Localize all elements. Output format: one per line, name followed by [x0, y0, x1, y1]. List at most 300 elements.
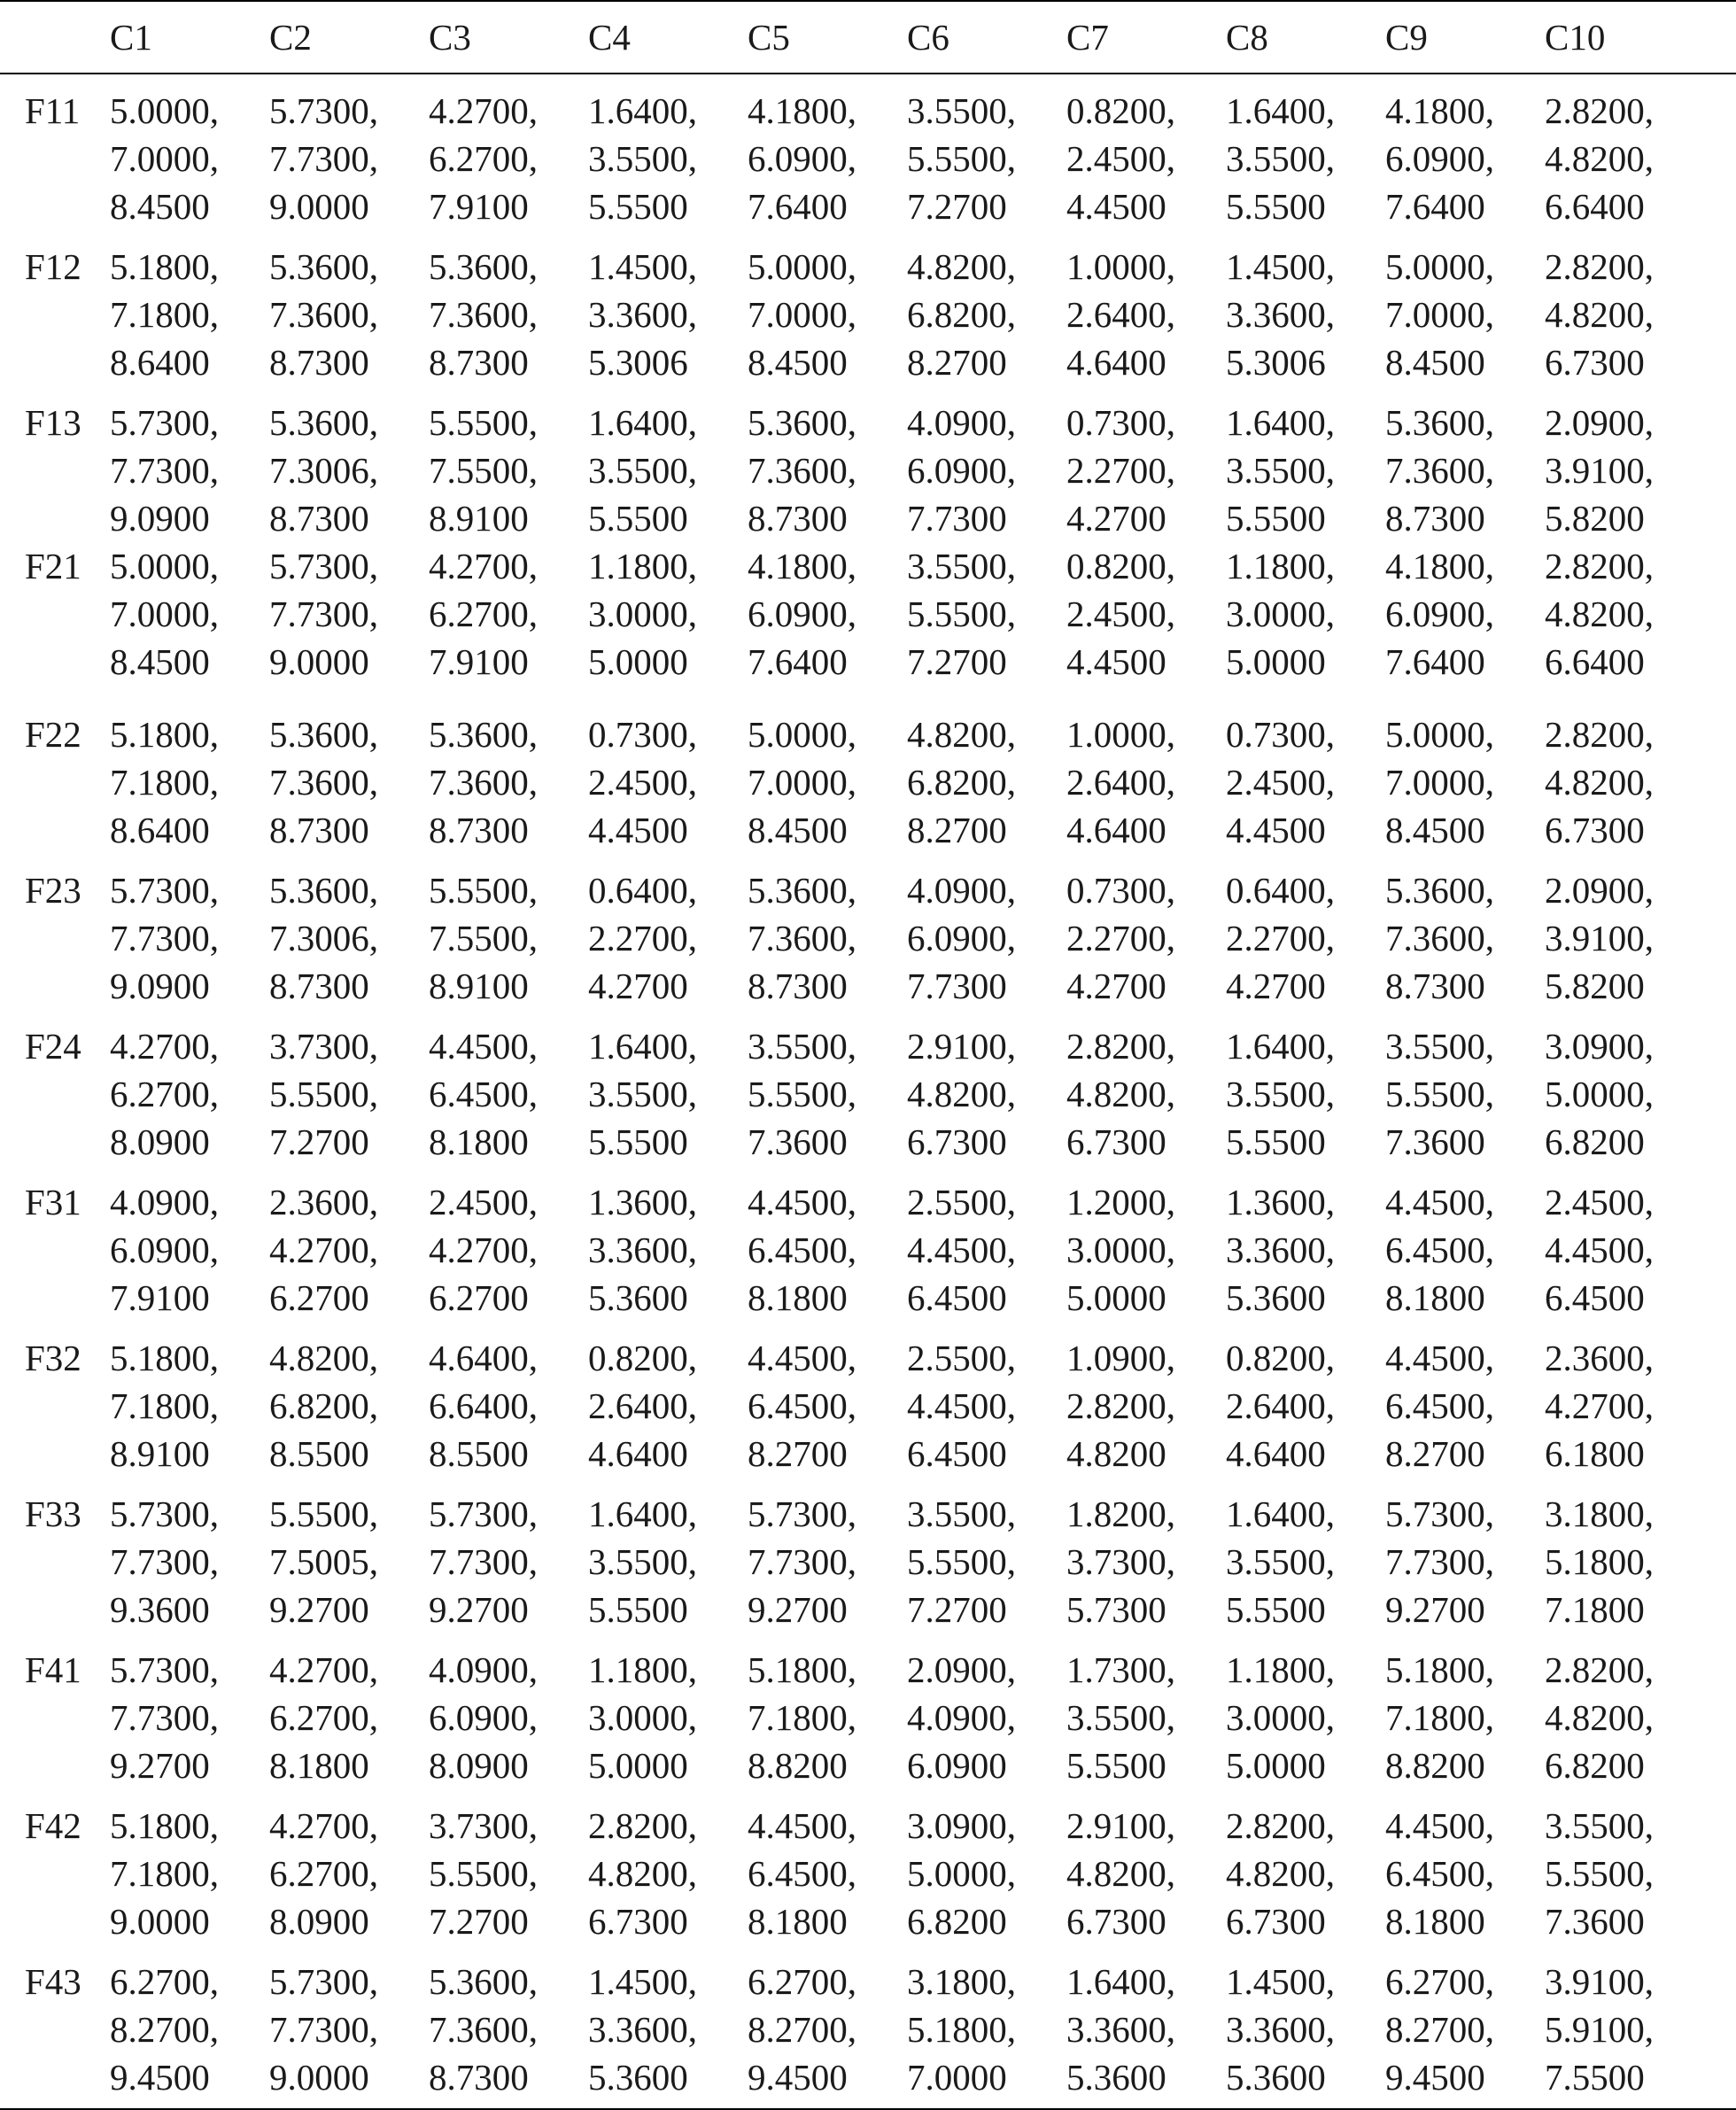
- table-cell: [588, 854, 748, 1010]
- cell-value: 5.3600: [1226, 1277, 1326, 1318]
- cell-value: 5.0000,: [110, 90, 219, 131]
- cell-value: 5.7300,: [110, 870, 219, 911]
- cell-value: 4.8200,: [907, 246, 1016, 287]
- table-cell: [1545, 1945, 1704, 2109]
- table-cell: [269, 74, 429, 230]
- cell-value: 1.7300,: [1066, 1649, 1175, 1690]
- table-cell: [1545, 542, 1704, 698]
- cell-value: 7.3006,: [269, 450, 378, 491]
- cell-value: 5.5500: [1066, 1745, 1166, 1786]
- cell-value: 6.2700,: [110, 1961, 219, 2002]
- cell-value: 5.5500: [588, 1589, 688, 1630]
- cell-value: 6.2700,: [269, 1853, 378, 1894]
- cell-value: 7.6400: [1385, 186, 1485, 227]
- cell-value: 5.0000: [1226, 641, 1326, 682]
- cell-value: 5.7300,: [110, 1649, 219, 1690]
- cell-value: 6.0900,: [748, 138, 856, 179]
- table-cell: [748, 542, 907, 698]
- cell-value: 5.0000: [1226, 1745, 1326, 1786]
- table-cell: [1385, 698, 1545, 854]
- table-cell: [588, 1478, 748, 1633]
- table-row: [0, 854, 1736, 1010]
- table-row: [0, 230, 1736, 386]
- cell-value: 1.3600,: [588, 1182, 697, 1222]
- cell-value: 7.9100: [110, 1277, 210, 1318]
- cell-value: 3.0000,: [588, 1697, 697, 1738]
- cell-value: 6.8200,: [907, 294, 1016, 335]
- cell-value: 3.5500,: [1545, 1805, 1654, 1846]
- cell-value: 5.0000,: [907, 1853, 1016, 1894]
- cell-value: 6.0900,: [1385, 593, 1494, 634]
- cell-value: 7.3006,: [269, 918, 378, 958]
- cell-value: 5.5500,: [269, 1493, 378, 1534]
- cell-value: 9.0900: [110, 498, 210, 539]
- table-cell: [429, 1322, 588, 1478]
- table-cell: [1545, 1478, 1704, 1633]
- cell-value: 8.2700,: [110, 2009, 219, 2050]
- cell-value: 5.5500: [1226, 1121, 1326, 1162]
- cell-value: 4.4500,: [748, 1338, 856, 1378]
- row-label: F42: [25, 1805, 81, 1846]
- cell-value: 4.0900,: [429, 1649, 538, 1690]
- cell-value: 7.2700: [907, 1589, 1007, 1630]
- table-cell: [429, 542, 588, 698]
- cell-value: 3.3600,: [1226, 2009, 1335, 2050]
- cell-value: 4.2700,: [429, 1230, 538, 1270]
- cell-value: 5.3600,: [429, 1961, 538, 2002]
- cell-value: 5.5500,: [907, 1541, 1016, 1582]
- cell-value: 4.4500,: [748, 1805, 856, 1846]
- cell-value: 4.8200,: [907, 1074, 1016, 1114]
- cell-value: 5.1800,: [110, 1805, 219, 1846]
- cell-value: 2.2700,: [588, 918, 697, 958]
- cell-value: 7.7300,: [110, 1697, 219, 1738]
- table-cell: [1226, 386, 1385, 542]
- cell-value: 3.3600,: [588, 294, 697, 335]
- cell-value: 9.0000: [269, 186, 369, 227]
- table-cell: [1545, 854, 1704, 1010]
- cell-value: 7.6400: [1385, 641, 1485, 682]
- cell-value: 5.3600,: [1385, 870, 1494, 911]
- table-cell: [429, 1633, 588, 1789]
- cell-value: 5.5500,: [1385, 1074, 1494, 1114]
- table-row: [0, 74, 1736, 230]
- table-cell: [110, 1322, 269, 1478]
- cell-value: 7.7300,: [110, 918, 219, 958]
- header-spacer: [1704, 1, 1736, 74]
- table-cell: [429, 1478, 588, 1633]
- cell-value: 7.3600,: [269, 294, 378, 335]
- cell-value: 3.5500,: [748, 1026, 856, 1067]
- cell-value: 7.3600: [1385, 1121, 1485, 1162]
- cell-value: 6.2700,: [269, 1697, 378, 1738]
- cell-value: 5.3600,: [269, 246, 378, 287]
- cell-value: 3.5500,: [907, 546, 1016, 586]
- cell-value: 1.4500,: [588, 1961, 697, 2002]
- cell-value: 3.5500,: [1226, 1074, 1335, 1114]
- cell-value: 3.5500,: [588, 1541, 697, 1582]
- cell-value: 5.5500: [1226, 1589, 1326, 1630]
- table-header: [0, 1, 1736, 74]
- cell-value: 5.3006: [1226, 342, 1326, 383]
- cell-value: 7.7300: [907, 498, 1007, 539]
- cell-value: 7.7300,: [1385, 1541, 1494, 1582]
- cell-value: 5.3600,: [748, 402, 856, 443]
- cell-value: 2.0900,: [1545, 402, 1654, 443]
- table-row: [0, 1322, 1736, 1478]
- row-label: F33: [25, 1493, 81, 1534]
- row-spacer: [1704, 1789, 1736, 1945]
- cell-value: 5.5500: [588, 498, 688, 539]
- cell-value: 7.1800,: [110, 762, 219, 803]
- cell-value: 6.2700,: [429, 138, 538, 179]
- cell-value: 8.7300: [269, 342, 369, 383]
- cell-value: 8.7300: [429, 810, 529, 850]
- cell-value: 4.8200,: [1545, 138, 1654, 179]
- table-row: [0, 1010, 1736, 1166]
- cell-value: 6.2700,: [110, 1074, 219, 1114]
- table-cell: [269, 1789, 429, 1945]
- cell-value: 1.8200,: [1066, 1493, 1175, 1534]
- cell-value: 6.8200: [1545, 1745, 1645, 1786]
- cell-value: 8.0900: [110, 1121, 210, 1162]
- cell-value: 8.2700: [1385, 1433, 1485, 1474]
- cell-value: 8.2700: [907, 342, 1007, 383]
- cell-value: 5.1800,: [1545, 1541, 1654, 1582]
- table-cell: [748, 1478, 907, 1633]
- cell-value: 4.6400: [1226, 1433, 1326, 1474]
- cell-value: 3.5500,: [588, 138, 697, 179]
- cell-value: 4.8200,: [588, 1853, 697, 1894]
- cell-value: 5.3600: [588, 2057, 688, 2098]
- table-cell: [1226, 230, 1385, 386]
- cell-value: 2.3600,: [269, 1182, 378, 1222]
- cell-value: 7.5500: [1545, 2057, 1645, 2098]
- cell-value: 8.7300: [748, 498, 848, 539]
- table-cell: [1385, 74, 1545, 230]
- cell-value: 8.2700: [907, 810, 1007, 850]
- cell-value: 8.0900: [429, 1745, 529, 1786]
- table-cell: [1226, 1478, 1385, 1633]
- cell-value: 2.4500,: [429, 1182, 538, 1222]
- cell-value: 8.9100: [429, 498, 529, 539]
- cell-value: 8.1800: [1385, 1277, 1485, 1318]
- table-cell: [429, 1166, 588, 1322]
- cell-value: 8.7300: [429, 342, 529, 383]
- cell-value: 3.0000,: [1226, 593, 1335, 634]
- column-header: C9: [1385, 1, 1545, 74]
- table-cell: [907, 1478, 1066, 1633]
- cell-value: 8.7300: [1385, 498, 1485, 539]
- cell-value: 8.6400: [110, 342, 210, 383]
- cell-value: 4.4500,: [748, 1182, 856, 1222]
- cell-value: 4.4500,: [1545, 1230, 1654, 1270]
- cell-value: 1.6400,: [588, 1026, 697, 1067]
- table-cell: [1385, 1478, 1545, 1633]
- cell-value: 4.6400: [588, 1433, 688, 1474]
- cell-value: 5.5500,: [907, 593, 1016, 634]
- row-spacer: [1704, 386, 1736, 542]
- cell-value: 7.0000,: [748, 762, 856, 803]
- cell-value: 8.4500: [1385, 342, 1485, 383]
- cell-value: 1.6400,: [1226, 402, 1335, 443]
- cell-value: 1.4500,: [1226, 246, 1335, 287]
- cell-value: 6.6400,: [429, 1385, 538, 1426]
- table-cell: [269, 1166, 429, 1322]
- cell-value: 5.8200: [1545, 966, 1645, 1006]
- table-row: [0, 1789, 1736, 1945]
- cell-value: 5.3600,: [748, 870, 856, 911]
- cell-value: 4.4500,: [907, 1385, 1016, 1426]
- cell-value: 7.7300,: [269, 138, 378, 179]
- cell-value: 5.5500,: [748, 1074, 856, 1114]
- table-cell: [269, 1633, 429, 1789]
- table-cell: [429, 1945, 588, 2109]
- cell-value: 2.2700,: [1066, 918, 1175, 958]
- cell-value: 8.1800: [748, 1277, 848, 1318]
- cell-value: 1.6400,: [588, 90, 697, 131]
- table-cell: [1066, 74, 1226, 230]
- cell-value: 5.3600,: [269, 870, 378, 911]
- table-cell: [748, 1633, 907, 1789]
- cell-value: 2.8200,: [1545, 546, 1654, 586]
- cell-value: 7.0000,: [110, 593, 219, 634]
- cell-value: 6.4500,: [1385, 1385, 1494, 1426]
- cell-value: 7.2700: [269, 1121, 369, 1162]
- cell-value: 2.9100,: [907, 1026, 1016, 1067]
- table-cell: [1385, 1633, 1545, 1789]
- cell-value: 6.8200,: [269, 1385, 378, 1426]
- table-cell: [588, 386, 748, 542]
- cell-value: 3.5500,: [1066, 1697, 1175, 1738]
- cell-value: 4.4500,: [1385, 1805, 1494, 1846]
- cell-value: 4.8200,: [1545, 762, 1654, 803]
- table-cell: [1545, 1010, 1704, 1166]
- cell-value: 5.1800,: [110, 246, 219, 287]
- cell-value: 7.3600,: [1385, 450, 1494, 491]
- row-spacer: [1704, 854, 1736, 1010]
- table-row: [0, 698, 1736, 854]
- cell-value: 6.7300: [1545, 810, 1645, 850]
- cell-value: 8.0900: [269, 1901, 369, 1942]
- column-header: C5: [748, 1, 907, 74]
- cell-value: 4.4500: [588, 810, 688, 850]
- cell-value: 0.7300,: [1226, 714, 1335, 755]
- cell-value: 1.6400,: [1226, 90, 1335, 131]
- cell-value: 2.5500,: [907, 1182, 1016, 1222]
- row-label: F22: [25, 714, 81, 755]
- cell-value: 8.1800: [1385, 1901, 1485, 1942]
- row-label: F24: [25, 1026, 81, 1067]
- row-label: F11: [25, 90, 81, 131]
- cell-value: 6.7300: [588, 1901, 688, 1942]
- cell-value: 1.1800,: [1226, 546, 1335, 586]
- cell-value: 8.1800: [269, 1745, 369, 1786]
- cell-value: 3.5500,: [1226, 1541, 1335, 1582]
- cell-value: 6.7300: [907, 1121, 1007, 1162]
- table-row: [0, 1166, 1736, 1322]
- table-cell: [588, 698, 748, 854]
- cell-value: 3.3600,: [1066, 2009, 1175, 2050]
- cell-value: 5.7300,: [110, 402, 219, 443]
- cell-value: 4.2700,: [429, 90, 538, 131]
- table-cell: [269, 1478, 429, 1633]
- cell-value: 5.3600,: [1385, 402, 1494, 443]
- cell-value: 7.1800: [1545, 1589, 1645, 1630]
- table-cell: [1385, 230, 1545, 386]
- cell-value: 2.8200,: [1545, 1649, 1654, 1690]
- table-cell: [1066, 1478, 1226, 1633]
- table-cell: [1545, 1789, 1704, 1945]
- cell-value: 5.7300,: [269, 1961, 378, 2002]
- table-cell: [588, 74, 748, 230]
- cell-value: 3.9100,: [1545, 450, 1654, 491]
- table-cell: [429, 1010, 588, 1166]
- cell-value: 7.0000,: [1385, 762, 1494, 803]
- cell-value: 5.1800,: [1385, 1649, 1494, 1690]
- column-header: C1: [110, 1, 269, 74]
- table-cell: [588, 1322, 748, 1478]
- row-label: F13: [25, 402, 81, 443]
- cell-value: 8.8200: [1385, 1745, 1485, 1786]
- row-spacer: [1704, 698, 1736, 854]
- cell-value: 5.0000,: [110, 546, 219, 586]
- cell-value: 5.0000: [588, 1745, 688, 1786]
- cell-value: 4.0900,: [907, 870, 1016, 911]
- cell-value: 5.5500,: [269, 1074, 378, 1114]
- row-label: F12: [25, 246, 81, 287]
- cell-value: 7.2700: [907, 641, 1007, 682]
- table-cell: [1385, 1010, 1545, 1166]
- cell-value: 1.4500,: [1226, 1961, 1335, 2002]
- table-cell: [1066, 230, 1226, 386]
- cell-value: 7.0000,: [1385, 294, 1494, 335]
- cell-value: 2.2700,: [1066, 450, 1175, 491]
- table-cell: [429, 230, 588, 386]
- cell-value: 6.0900,: [429, 1697, 538, 1738]
- cell-value: 4.1800,: [748, 90, 856, 131]
- cell-value: 2.6400,: [1066, 294, 1175, 335]
- cell-value: 4.4500: [1226, 810, 1326, 850]
- table-cell: [1385, 1322, 1545, 1478]
- cell-value: 7.5500,: [429, 450, 538, 491]
- table-cell: [1226, 1166, 1385, 1322]
- cell-value: 7.3600,: [269, 762, 378, 803]
- table-cell: [269, 1322, 429, 1478]
- cell-value: 4.8200,: [1066, 1853, 1175, 1894]
- row-spacer: [1704, 1633, 1736, 1789]
- cell-value: 6.4500,: [748, 1853, 856, 1894]
- cell-value: 4.0900,: [110, 1182, 219, 1222]
- cell-value: 6.6400: [1545, 186, 1645, 227]
- cell-value: 7.3600,: [748, 918, 856, 958]
- row-label: F41: [25, 1649, 81, 1690]
- cell-value: 6.8200,: [907, 762, 1016, 803]
- cell-value: 5.7300,: [269, 90, 378, 131]
- table-cell: [110, 386, 269, 542]
- cell-value: 5.7300,: [1385, 1493, 1494, 1534]
- cell-value: 8.6400: [110, 810, 210, 850]
- cell-value: 6.2700: [269, 1277, 369, 1318]
- table-cell: [1385, 1945, 1545, 2109]
- column-header: C8: [1226, 1, 1385, 74]
- cell-value: 6.4500,: [429, 1074, 538, 1114]
- cell-value: 6.0900: [907, 1745, 1007, 1786]
- cell-value: 6.0900,: [1385, 138, 1494, 179]
- cell-value: 4.4500,: [1385, 1338, 1494, 1378]
- cell-value: 7.7300,: [269, 593, 378, 634]
- table-cell: [907, 542, 1066, 698]
- cell-value: 4.2700: [1066, 498, 1166, 539]
- cell-value: 4.2700,: [269, 1649, 378, 1690]
- cell-value: 4.8200,: [1545, 1697, 1654, 1738]
- table-cell: [429, 74, 588, 230]
- table-cell: [1226, 1789, 1385, 1945]
- table-cell: [907, 1322, 1066, 1478]
- cell-value: 6.8200: [1545, 1121, 1645, 1162]
- cell-value: 5.7300,: [269, 546, 378, 586]
- cell-value: 7.1800,: [1385, 1697, 1494, 1738]
- cell-value: 8.7300: [269, 810, 369, 850]
- cell-value: 4.1800,: [1385, 90, 1494, 131]
- cell-value: 5.3006: [588, 342, 688, 383]
- cell-value: 2.4500,: [1066, 593, 1175, 634]
- cell-value: 9.2700: [748, 1589, 848, 1630]
- cell-value: 7.5500,: [429, 918, 538, 958]
- cell-value: 7.1800,: [110, 1385, 219, 1426]
- cell-value: 3.3600,: [588, 2009, 697, 2050]
- cell-value: 8.9100: [110, 1433, 210, 1474]
- table-cell: [269, 854, 429, 1010]
- table-cell: [748, 1166, 907, 1322]
- table-cell: [110, 854, 269, 1010]
- table-cell: [748, 1945, 907, 2109]
- cell-value: 6.1800: [1545, 1433, 1645, 1474]
- cell-value: 7.7300,: [748, 1541, 856, 1582]
- cell-value: 2.6400,: [1066, 762, 1175, 803]
- table-cell: [110, 1945, 269, 2109]
- cell-value: 4.6400: [1066, 810, 1166, 850]
- table-cell: [269, 698, 429, 854]
- cell-value: 6.2700,: [748, 1961, 856, 2002]
- cell-value: 9.0900: [110, 966, 210, 1006]
- cell-value: 9.0000: [269, 2057, 369, 2098]
- table-row: [0, 1633, 1736, 1789]
- cell-value: 5.7300,: [110, 1493, 219, 1534]
- table-cell: [110, 74, 269, 230]
- column-header: C2: [269, 1, 429, 74]
- table-cell: [748, 386, 907, 542]
- cell-value: 5.3600,: [269, 714, 378, 755]
- cell-value: 0.8200,: [588, 1338, 697, 1378]
- cell-value: 3.3600,: [1226, 294, 1335, 335]
- cell-value: 2.0900,: [907, 1649, 1016, 1690]
- cell-value: 1.6400,: [588, 1493, 697, 1534]
- cell-value: 5.7300,: [429, 1493, 538, 1534]
- cell-value: 7.7300,: [269, 2009, 378, 2050]
- cell-value: 7.7300,: [110, 450, 219, 491]
- cell-value: 4.0900,: [907, 402, 1016, 443]
- cell-value: 5.3600: [1066, 2057, 1166, 2098]
- table-cell: [588, 1010, 748, 1166]
- cell-value: 3.0000,: [588, 593, 697, 634]
- table-cell: [269, 230, 429, 386]
- table-cell: [1385, 854, 1545, 1010]
- cell-value: 2.4500,: [588, 762, 697, 803]
- cell-value: 2.4500,: [1545, 1182, 1654, 1222]
- cell-value: 8.4500: [748, 810, 848, 850]
- cell-value: 7.3600,: [1385, 918, 1494, 958]
